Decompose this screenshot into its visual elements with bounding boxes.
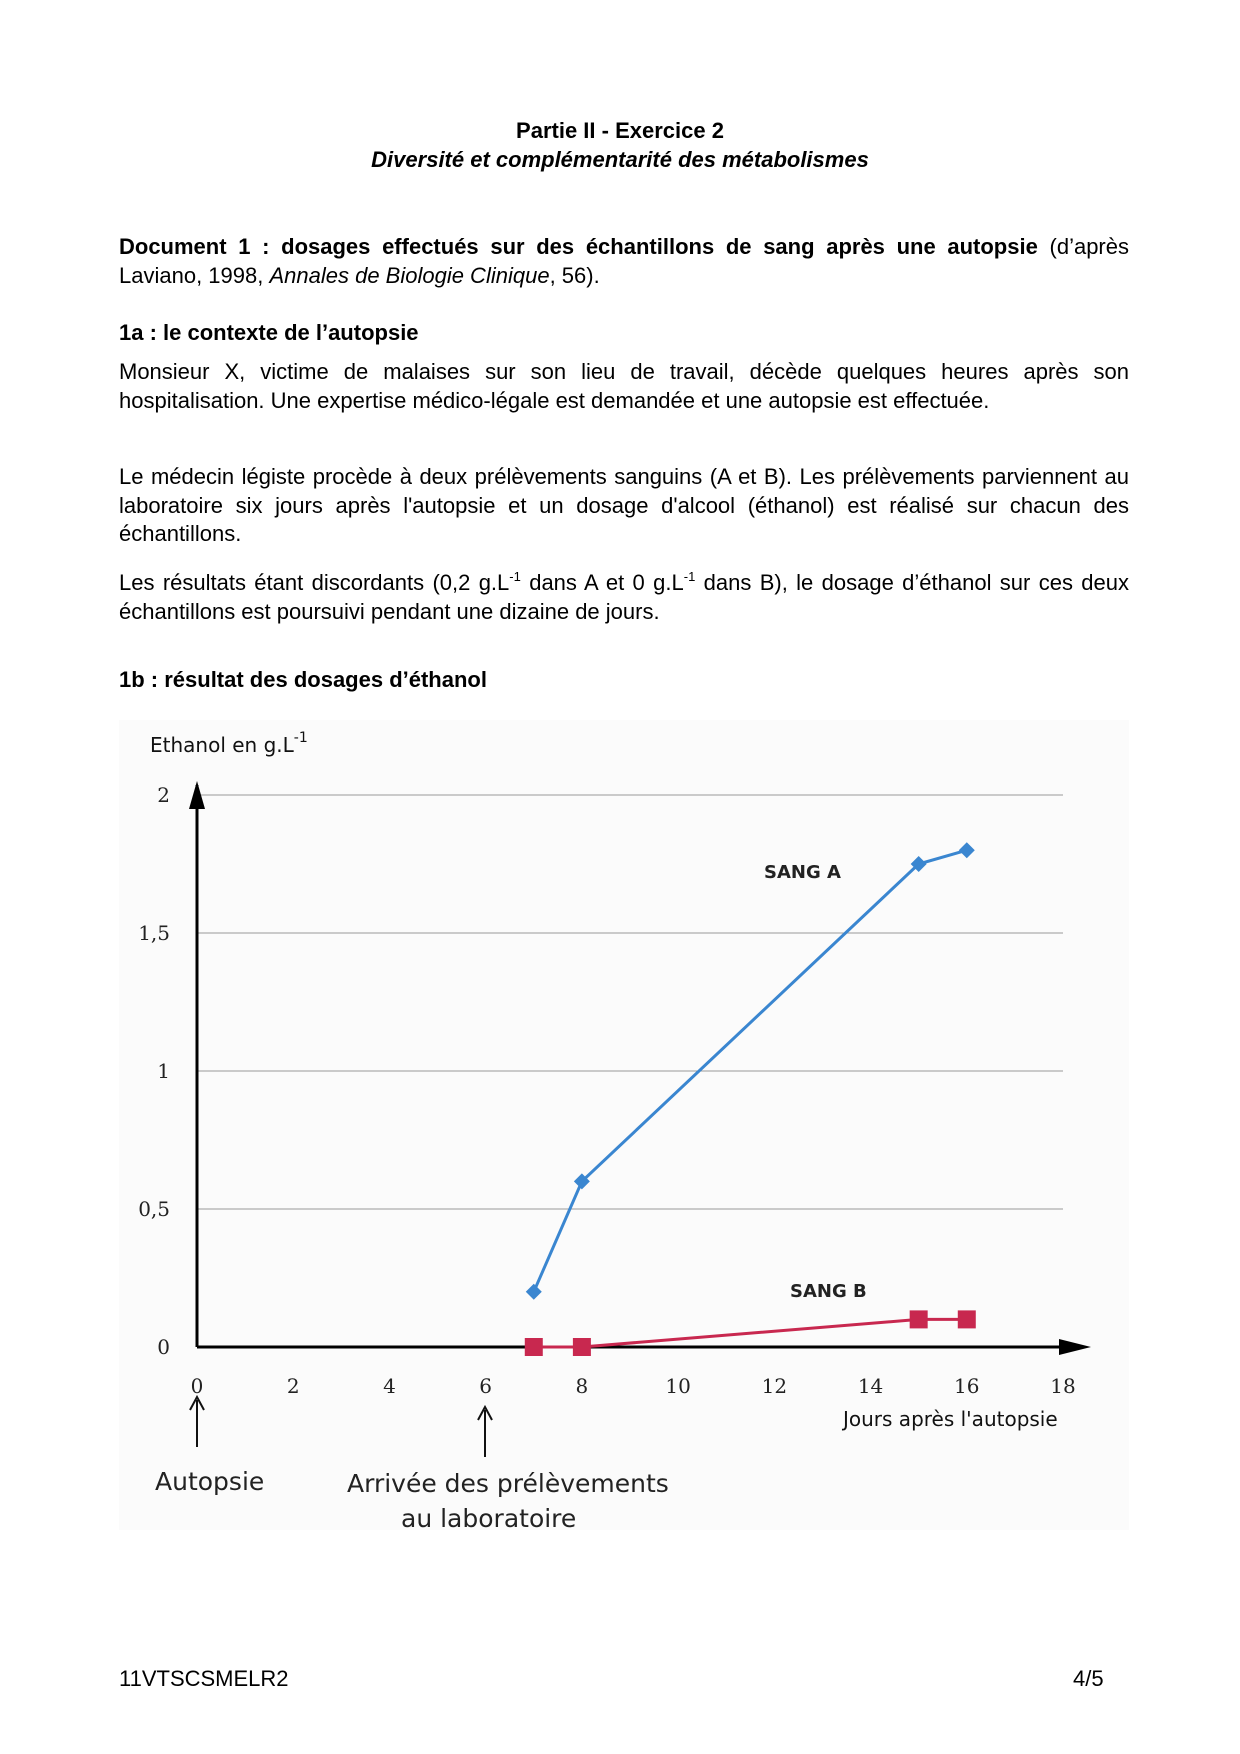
- para3-text-a: Les résultats étant discordants (0,2 g.L: [119, 570, 510, 595]
- series-label-sang-b: SANG B: [790, 1281, 867, 1302]
- x-tick-label: 4: [383, 1374, 396, 1398]
- y-axis-label: [150, 730, 308, 757]
- annotation-autopsie-text: Autopsie: [155, 1467, 265, 1496]
- x-tick-label: 16: [954, 1374, 980, 1398]
- x-axis-label: Jours après l'autopsie: [843, 1407, 1058, 1431]
- document-1-source-prefix: (d’après Laviano, 1998,: [119, 234, 1129, 288]
- y-tick-label: 0: [157, 1335, 170, 1359]
- x-tick-label: 18: [1050, 1374, 1076, 1398]
- para3-sup-2: -1: [683, 568, 696, 584]
- document-1-intro: [119, 233, 1129, 290]
- x-tick-label: 14: [857, 1374, 884, 1398]
- x-tick-label: 8: [575, 1374, 589, 1398]
- y-tick-label: 1: [157, 1059, 170, 1083]
- annotation-arrivee-line-2: au laboratoire: [401, 1504, 577, 1530]
- para3-text-b: dans A et 0 g.L: [520, 570, 684, 595]
- data-point: [573, 1338, 591, 1356]
- exercise-subtitle: Diversité et complémentarité des métabolismes: [371, 147, 869, 172]
- series-label-sang-a: SANG A: [764, 862, 841, 883]
- y-axis-label-sup: -1: [293, 730, 308, 746]
- section-1a-paragraph-2: Le médecin légiste procède à deux prélèvements sanguins (A et B). Les prélèvements parviennent au laboratoire six jours après l'autopsie et un dosage d'alcool (éthanol) est réalisé sur chacun des échantillons.: [119, 464, 1129, 546]
- document-1-source-suffix: , 56).: [549, 262, 600, 288]
- section-1a-paragraph-3: [119, 569, 1129, 626]
- x-tick-label: 6: [479, 1374, 493, 1398]
- para3-sup-1: -1: [509, 568, 521, 584]
- footer-page-number: 4/5: [1073, 1666, 1104, 1691]
- y-tick-label: 1,5: [138, 921, 170, 945]
- data-point: [910, 1310, 928, 1328]
- para3-text-c: dans B), le dosage d’éthanol sur ces deux échantillons est poursuivi pendant une dizaine de jours.: [119, 570, 1130, 624]
- section-1b-heading: 1b : résultat des dosages d’éthanol: [119, 667, 487, 692]
- footer-code: 11VTSCSMELR2: [119, 1666, 289, 1691]
- annotation-arrivee-line-1: Arrivée des prélèvements: [347, 1469, 669, 1498]
- x-tick-label: 0: [190, 1374, 204, 1398]
- data-point: [525, 1338, 543, 1356]
- section-1a-heading: 1a : le contexte de l’autopsie: [119, 320, 419, 345]
- x-tick-label: 10: [665, 1374, 691, 1398]
- document-1-heading: Document 1 : dosages effectués sur des échantillons de sang après une autopsie: [119, 234, 1038, 259]
- document-1-source-journal: Annales de Biologie Clinique: [269, 262, 550, 288]
- y-axis-label-text: Ethanol en g.L: [150, 733, 294, 757]
- ethanol-chart: [119, 720, 1129, 1530]
- exercise-title: Partie II - Exercice 2: [516, 118, 724, 143]
- data-point: [958, 1310, 976, 1328]
- section-1a-paragraph-1: Monsieur X, victime de malaises sur son lieu de travail, décède quelques heures après son hospitalisation. Une expertise médico-légale est demandée et une autopsie est effectuée.: [119, 359, 1129, 413]
- y-tick-label: 0,5: [138, 1197, 170, 1221]
- x-tick-label: 2: [286, 1374, 300, 1398]
- x-tick-label: 12: [761, 1374, 788, 1398]
- y-tick-label: 2: [157, 783, 170, 807]
